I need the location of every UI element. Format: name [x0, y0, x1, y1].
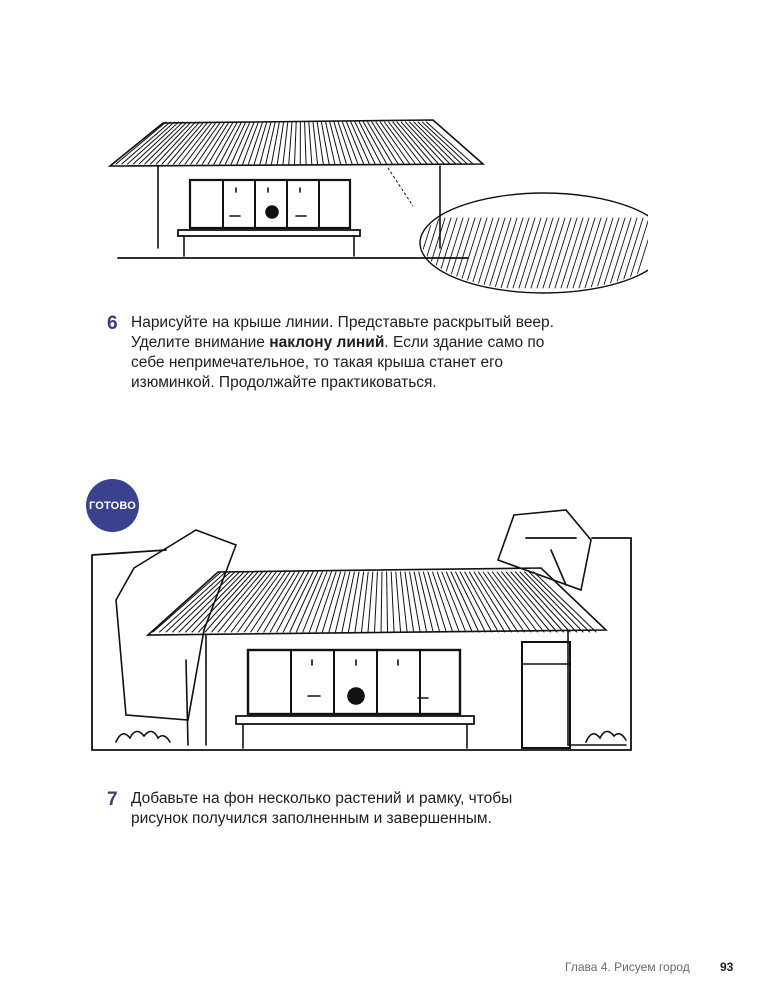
step-7-text: Добавьте на фон несколько растений и рамку, чтобы рисунок получился заполненным и завершенным. — [131, 790, 513, 827]
magnified-stroke — [441, 218, 463, 288]
magnified-stroke — [453, 218, 475, 288]
roof-stroke — [381, 572, 382, 632]
roof-stroke — [220, 122, 242, 164]
magnified-stroke — [597, 218, 619, 288]
step-6 — [107, 313, 561, 393]
magnified-stroke — [627, 218, 648, 288]
roof-stroke — [437, 572, 459, 632]
roof-stroke — [348, 572, 359, 632]
house-sketch-roof-lines — [88, 98, 648, 298]
page-number: 93 — [720, 960, 734, 974]
roof-stroke — [174, 122, 208, 164]
roof-stroke — [283, 122, 288, 164]
roof-stroke — [456, 572, 486, 632]
roof-stroke — [186, 572, 244, 632]
magnified-stroke — [465, 218, 487, 288]
window-sill — [178, 230, 360, 236]
magnified-stroke — [495, 218, 517, 288]
roof-stroke — [260, 122, 271, 164]
roof-stroke — [330, 122, 341, 164]
roof-hatching — [153, 572, 596, 632]
roof-stroke — [168, 122, 204, 164]
roof-stroke — [520, 572, 577, 632]
magnified-stroke — [489, 218, 511, 288]
roof-stroke — [359, 122, 381, 164]
magnified-stroke — [447, 218, 469, 288]
window-frame — [190, 180, 350, 228]
roof-stroke — [422, 122, 467, 164]
figure-in-window — [266, 206, 278, 218]
roof-stroke — [305, 122, 306, 164]
roof-stroke — [529, 572, 589, 632]
roof-stroke — [326, 122, 335, 164]
magnified-stroke — [513, 218, 535, 288]
bush-right — [586, 731, 626, 742]
plant-right — [498, 510, 591, 590]
roof-stroke — [179, 572, 239, 632]
magnified-stroke — [417, 218, 439, 288]
magnified-stroke — [501, 218, 523, 288]
house-wall — [206, 630, 626, 745]
magnified-stroke — [573, 218, 595, 288]
door — [522, 642, 570, 748]
magnified-stroke — [507, 218, 529, 288]
roof-stroke — [446, 572, 472, 632]
house-sketch-finished — [86, 500, 646, 760]
magnified-stroke — [477, 218, 499, 288]
roof-stroke — [465, 572, 499, 632]
roof-stroke — [396, 572, 401, 632]
roof-stroke — [303, 572, 327, 632]
roof-stroke — [410, 572, 421, 632]
roof-hatching — [116, 122, 473, 164]
magnified-stroke — [471, 218, 493, 288]
magnified-stroke — [543, 218, 565, 288]
magnified-stroke — [423, 218, 445, 288]
roof-stroke — [414, 572, 426, 632]
magnified-stroke — [585, 218, 607, 288]
roof-stroke — [257, 572, 294, 632]
roof-stroke — [289, 122, 292, 164]
roof-stroke — [296, 572, 322, 632]
roof-stroke — [283, 572, 313, 632]
roof-stroke — [479, 572, 518, 632]
figure-in-window — [348, 688, 364, 704]
chapter-title: Глава 4. Рисуем город — [565, 960, 690, 974]
roof-stroke — [313, 122, 318, 164]
roof-stroke — [225, 122, 245, 164]
roof-stroke — [342, 572, 354, 632]
magnified-stroke — [603, 218, 625, 288]
magnified-hatching — [411, 218, 648, 288]
roof-stroke — [387, 572, 388, 632]
step-6-text: Нарисуйте на крыше линии. Представьте раскрытый веер. Уделите внимание наклону линий. Если здание само по себе непримечательное, то такая крыша станет его изюминкой. Продолжайте практиковаться. — [131, 314, 554, 391]
done-badge: ГОТОВО — [86, 479, 139, 532]
roof-stroke — [393, 122, 427, 164]
roof-stroke — [391, 572, 394, 632]
roof-stroke — [397, 122, 433, 164]
roof-stroke — [309, 572, 331, 632]
roof-stroke — [368, 572, 373, 632]
magnified-stroke — [537, 218, 559, 288]
roof-stroke — [506, 572, 557, 632]
roof-stroke — [433, 572, 453, 632]
roof-stroke — [316, 572, 336, 632]
roof-stroke — [153, 572, 221, 632]
roof-stroke — [251, 572, 290, 632]
roof-stroke — [160, 572, 226, 632]
roof-stroke — [410, 122, 450, 164]
magnified-stroke — [531, 218, 553, 288]
roof-stroke — [266, 122, 275, 164]
roof-stroke — [212, 572, 263, 632]
roof-stroke — [474, 572, 511, 632]
step-6-number: 6 — [107, 313, 118, 334]
magnified-stroke — [459, 218, 481, 288]
roof-stroke — [442, 572, 466, 632]
roof-stroke — [116, 122, 166, 164]
bush-left — [116, 731, 170, 742]
magnified-stroke — [561, 218, 583, 288]
magnified-stroke — [567, 218, 589, 288]
roof-stroke — [375, 572, 378, 632]
roof-stroke — [295, 122, 297, 164]
roof-stroke — [270, 572, 304, 632]
magnified-stroke — [483, 218, 505, 288]
magnified-stroke — [591, 218, 613, 288]
roof-stroke — [355, 122, 375, 164]
magnified-stroke — [519, 218, 541, 288]
roof-stroke — [309, 122, 312, 164]
magnified-stroke — [579, 218, 601, 288]
magnified-stroke — [609, 218, 631, 288]
magnified-stroke — [555, 218, 577, 288]
step-7 — [107, 789, 561, 829]
magnified-stroke — [525, 218, 547, 288]
step-7-number: 7 — [107, 789, 118, 810]
window-sill — [236, 716, 474, 724]
magnified-stroke — [549, 218, 571, 288]
